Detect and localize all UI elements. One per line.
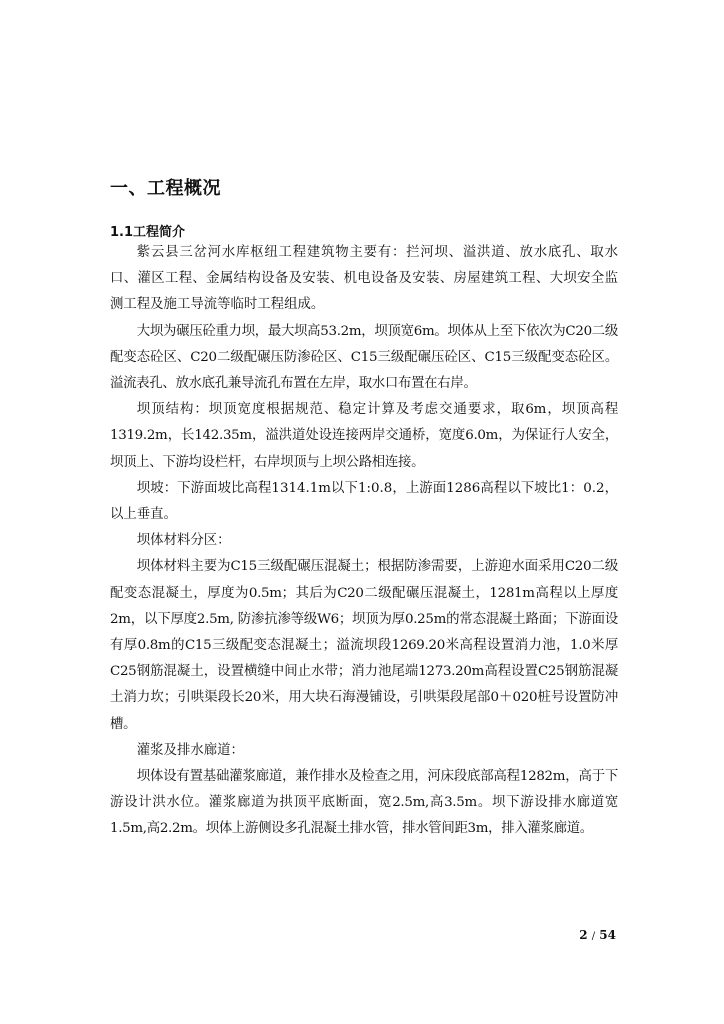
page-number [579,928,616,942]
paragraph-slope: 坝坡：下游面坡比高程1314.1m以下1:0.8，上游面1286高程以下坡比1：0.2，以上垂直。 [110,480,618,523]
paragraph-gallery-title: 灌浆及排水廊道： [136,742,244,758]
paragraph-overview: 紫云县三岔河水库枢纽工程建筑物主要有：拦河坝、溢洪道、放水底孔、取水口、灌区工程、金属结构设备及安装、机电设备及安装、房屋建筑工程、大坝安全监测工程及施工导流等临时工程组成。 [110,245,618,313]
page-separator: / [591,931,596,942]
body-text [110,240,618,843]
page-current: 2 [579,928,588,942]
paragraph-crest-structure: 坝顶结构：坝顶宽度根据规范、稳定计算及考虑交通要求，取6m，坝顶高程1319.2m，长142.35m，溢洪道处设连接两岸交通桥，宽度6.0m，为保证行人安全，坝顶上、下游均设栏杆，右岸坝顶与上坝公路相连接。 [110,402,618,470]
paragraph-material-zone-title: 坝体材料分区： [136,533,231,549]
subsection-heading: 1.1工程简介 [110,225,186,240]
paragraph-dam-type: 大坝为碾压砼重力坝，最大坝高53.2m，坝顶宽6m。坝体从上至下依次为C20二级配变态砼区、C20二级配碾压防渗砼区、C15三级配碾压砼区、C15三级配变态砼区。溢流表孔、放水底孔兼导流孔布置在左岸，取水口布置在右岸。 [110,323,618,392]
paragraph-gallery: 坝体设有置基础灌浆廊道，兼作排水及检查之用，河床段底部高程1282m，高于下游设计洪水位。灌浆廊道为拱顶平底断面，宽2.5m,高3.5m。坝下游设排水廊道宽1.5m,高2.2m。坝体上游侧设多孔混凝土排水管，排水管间距3m，排入灌浆廊道。 [110,769,618,837]
section-heading: 一、工程概况 [110,178,221,199]
page-total: 54 [599,928,616,942]
paragraph-materials: 坝体材料主要为C15三级配碾压混凝土；根据防渗需要，上游迎水面采用C20二级配变态混凝土，厚度为0.5m；其后为C20二级配碾压混凝土，1281m高程以上厚度2m，以下厚度2.5m, 防渗抗渗等级W6；坝顶为厚0.25m的常态混凝土路面；下游面设有厚0.8m的C15三级配变态混凝土；溢流坝段1269.20米高程设置消力池，1.0米厚C25钢筋混凝土，设置横缝中间止水带；消力池尾端1273.20m高程设置C25钢筋混凝土消力坎；引哄渠段长20米，用大块石海漫铺设，引哄渠段尾部0＋020桩号设置防冲槽。 [110,559,618,732]
